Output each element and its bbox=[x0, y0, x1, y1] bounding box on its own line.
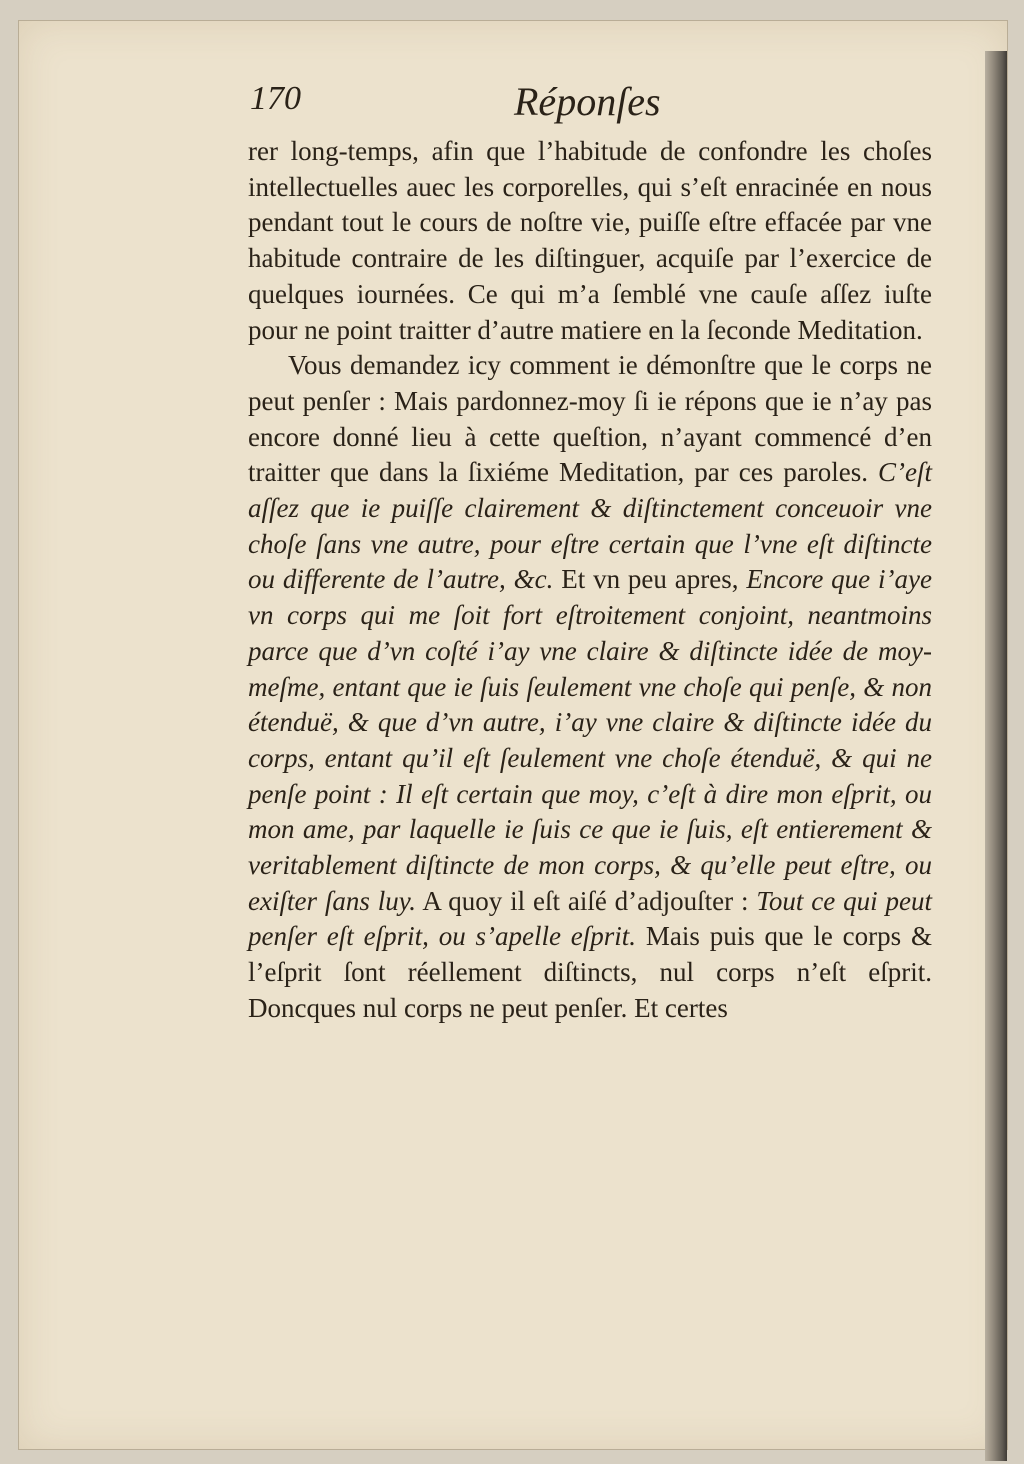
running-head: Réponſes bbox=[514, 79, 661, 124]
page-edge-shadow bbox=[985, 51, 1007, 1461]
text-segment: Mais puis que le corps & l’eſprit ſont réellement diſtincts, nul corps n’eſt eſprit. Doncques nul corps ne peut penſer. Et certes bbox=[248, 921, 932, 1023]
text-segment: Vous demandez icy comment ie démonſtre que le corps ne peut penſer : Mais pardonnez-moy ſi ie répons que ie n’ay pas encore donné lieu à cette queſtion, n’ayant commencé d’en traitter que dans la ſixiéme Meditation, par ces paroles. bbox=[248, 350, 932, 488]
quotation-italic: C’eſt aſſez que ie puiſſe clairement & diſtinctement conceuoir vne choſe ſans vne autre, pour eſtre certain que l’vne eſt diſtincte ou differente de l’autre, &c. bbox=[248, 457, 932, 595]
paragraph bbox=[248, 348, 932, 1026]
page-number: 170 bbox=[250, 80, 301, 117]
text-segment: Et vn peu apres, bbox=[553, 564, 747, 595]
page-header bbox=[248, 80, 932, 130]
text-segment: A quoy il eſt aiſé d’adjouſter : bbox=[415, 885, 757, 916]
quotation-italic: Tout ce qui peut penſer eſt eſprit, ou s’apelle eſprit. bbox=[248, 885, 933, 952]
body-text bbox=[248, 134, 932, 1027]
quotation-italic: Encore que i’aye vn corps qui me ſoit fort eſtroitement conjoint, neantmoins parce que d’vn coſté i’ay vne claire & diſtincte idée de moy-meſme, entant que ie ſuis ſeulement vne choſe qui penſe, & non étenduë, & que d’vn autre, i’ay vne claire & diſtincte idée du corps, entant qu’il eſt ſeulement vne choſe étenduë, & qui ne penſe point : Il eſt certain que moy, c’eſt à dire mon eſprit, ou mon ame, par laquelle ie ſuis ce que ie ſuis, eſt entierement & veritablement diſtincte de mon corps, & qu’elle peut eſtre, ou exiſter ſans luy. bbox=[248, 564, 932, 916]
text-segment: rer long-temps, afin que l’habitude de confondre les choſes intellectuelles auec les corporelles, qui s’eſt enracinée en nous pendant tout le cours de noſtre vie, puiſſe eſtre effacée par vne habitude contraire de les diſtinguer, acquiſe par l’exercice de quelques iournées. Ce qui m’a ſemblé vne cauſe aſſez iuſte pour ne point traitter d’autre matiere en la ſeconde Meditation. bbox=[248, 136, 932, 345]
paragraph bbox=[248, 134, 932, 348]
